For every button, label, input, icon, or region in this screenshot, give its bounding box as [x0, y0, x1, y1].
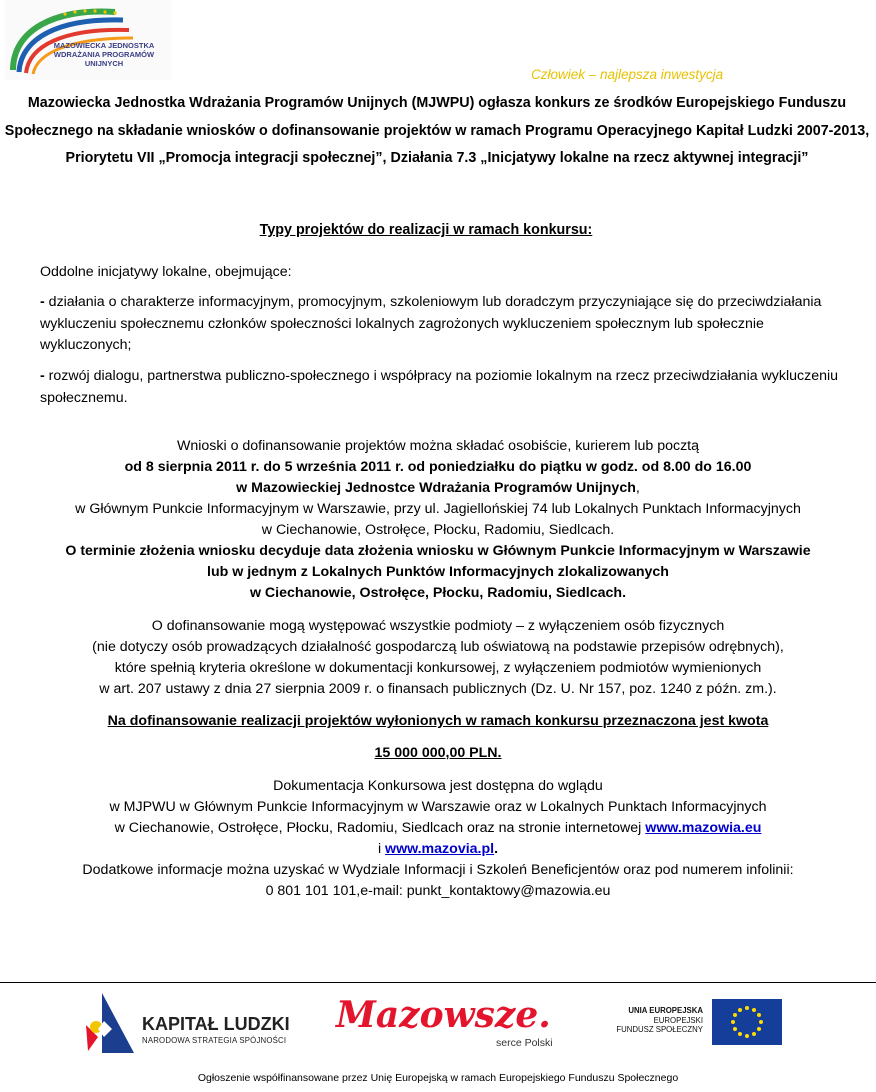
eligibility-line-4: w art. 207 ustawy z dnia 27 sierpnia 2009 r. o finansach publicznych (Dz. U. Nr 157, poz. 1240 z późn. zm.). — [99, 681, 777, 697]
submission-line-8: w Ciechanowie, Ostrołęce, Płocku, Radomiu, Siedlcach. — [249, 585, 627, 601]
project-types-title: Typy projektów do realizacji w ramach konkursu: — [259, 222, 593, 238]
eu-label-line-3: FUNDUSZ SPOŁECZNY — [616, 1025, 703, 1034]
documentation-line-3 — [0, 818, 876, 839]
eligibility-line-2: (nie dotyczy osób prowadzących działalność gospodarczą lub oświatową na podstawie przepisów odrębnych), — [92, 639, 784, 655]
project-type-item-2-text: rozwój dialogu, partnerstwa publiczno-społecznego i współpracy na poziomie lokalnym na rzecz przeciwdziałania wykluczeniu społecznemu. — [40, 368, 839, 406]
funding-amount: 15 000 000,00 PLN. — [374, 745, 502, 761]
eu-stars-icon — [712, 999, 782, 1045]
submission-line-5: w Ciechanowie, Ostrołęce, Płocku, Radomiu, Siedlcach. — [261, 522, 615, 538]
footer-divider — [0, 982, 876, 983]
documentation-line-2: w MJPWU w Głównym Punkcie Informacyjnym w Warszawie oraz w Lokalnych Punktach Informacyjnych — [109, 799, 767, 815]
kapital-ludzki-icon — [84, 991, 136, 1055]
mjwpu-logo-swoosh-icon — [5, 0, 171, 80]
list-dash: - — [40, 368, 45, 384]
logo-text: MAZOWIECKA JEDNOSTKA WDRAŻANIA PROGRAMÓW UNIJNYCH — [53, 41, 155, 68]
funding-line: Na dofinansowanie realizacji projektów wyłonionych w ramach konkursu przeznaczona jest kwota — [107, 713, 769, 729]
documentation-line-3-text: w Ciechanowie, Ostrołęce, Płocku, Radomiu, Siedlcach oraz na stronie internetowej — [114, 820, 646, 836]
cofinancing-note: Ogłoszenie współfinansowane przez Unię Europejską w ramach Europejskiego Funduszu Społecznego — [197, 1072, 679, 1084]
submission-line-7: lub w jednym z Lokalnych Punktów Informacyjnych zlokalizowanych — [207, 564, 669, 580]
submission-place-suffix: , — [635, 480, 640, 496]
list-dash: - — [40, 294, 45, 310]
mazowsze-logo: Mazowsze. — [336, 994, 551, 1036]
eu-label-line-2: EUROPEJSKI — [653, 1015, 703, 1025]
submission-place — [0, 478, 876, 499]
project-type-item-1 — [40, 292, 855, 357]
submission-line-1: Wnioski o dofinansowanie projektów można składać osobiście, kurierem lub pocztą — [176, 438, 700, 454]
contact-line: 0 801 101 101,e-mail: punkt_kontaktowy@mazowia.eu — [265, 883, 611, 899]
submission-line-4: w Głównym Punkcie Informacyjnym w Warszawie, przy ul. Jagiellońskiej 74 lub Lokalnych Punktach Informacyjnych — [75, 501, 801, 517]
project-types-intro: Oddolne inicjatywy lokalne, obejmujące: — [40, 264, 292, 280]
documentation-line-4-prefix: i — [377, 841, 386, 857]
announcement-headline: Mazowiecka Jednostka Wdrażania Programów Unijnych (MJWPU) ogłasza konkurs ze środków Europejskiego Funduszu Społecznego na składanie wniosków o dofinansowanie projektów w ramach Programu Operacyjnego Kapitał Ludzki 2007-2013, Priorytetu VII „Promocja integracji społecznej”, Działania 7.3 „Inicjatywy lokalne na rzecz aktywnej integracji” — [4, 95, 870, 166]
submission-deadline-rule: O terminie złożenia wniosku decyduje data złożenia wniosku w Głównym Punkcie Informacyjnym w Warszawie — [65, 543, 811, 559]
documentation-line-1: Dokumentacja Konkursowa jest dostępna do wglądu — [273, 778, 603, 794]
submission-place-name: w Mazowieckiej Jednostce Wdrażania Programów Unijnych — [236, 480, 636, 496]
documentation-line-4 — [0, 839, 876, 860]
kapital-ludzki-subtitle: NARODOWA STRATEGIA SPÓJNOŚCI — [142, 1036, 287, 1045]
eu-label-line-1: UNIA EUROPEJSKA — [628, 1006, 703, 1015]
eligibility-line-3: które spełnią kryteria określone w dokumentacji konkursowej, z wyłączeniem podmiotów wymienionych — [114, 660, 762, 676]
eu-label — [613, 1006, 703, 1035]
footer-logos-banner — [80, 985, 797, 1059]
slogan: Człowiek – najlepsza inwestycja — [531, 67, 724, 82]
submission-dates: od 8 sierpnia 2011 r. do 5 września 2011 r. od poniedziałku do piątku w godz. od 8.00 do 16.00 — [124, 459, 752, 475]
kapital-ludzki-title: KAPITAŁ LUDZKI — [142, 1014, 290, 1034]
project-type-item-2 — [40, 366, 855, 409]
documentation-line-4-suffix: . — [494, 841, 499, 857]
project-type-item-1-text: działania o charakterze informacyjnym, promocyjnym, szkoleniowym lub doradczym przyczyniające się do przeciwdziałania wykluczeniu społecznemu członków społeczności lokalnych zagrożonych wykluczeniem społecznym lub społecznie wykluczonych; — [40, 294, 822, 353]
eligibility-line-1: O dofinansowanie mogą występować wszystkie podmioty – z wyłączeniem osób fizycznych — [151, 618, 725, 634]
mazovia-pl-link[interactable]: www.mazovia.pl — [385, 841, 495, 857]
mazowsze-tagline: serce Polski — [496, 1037, 553, 1049]
documentation-line-5: Dodatkowe informacje można uzyskać w Wydziale Informacji i Szkoleń Beneficjentów oraz pod numerem infolinii: — [82, 862, 794, 878]
mazowia-eu-link[interactable]: www.mazowia.eu — [645, 820, 762, 836]
mjwpu-logo — [5, 0, 171, 80]
eu-flag-icon — [712, 999, 782, 1045]
